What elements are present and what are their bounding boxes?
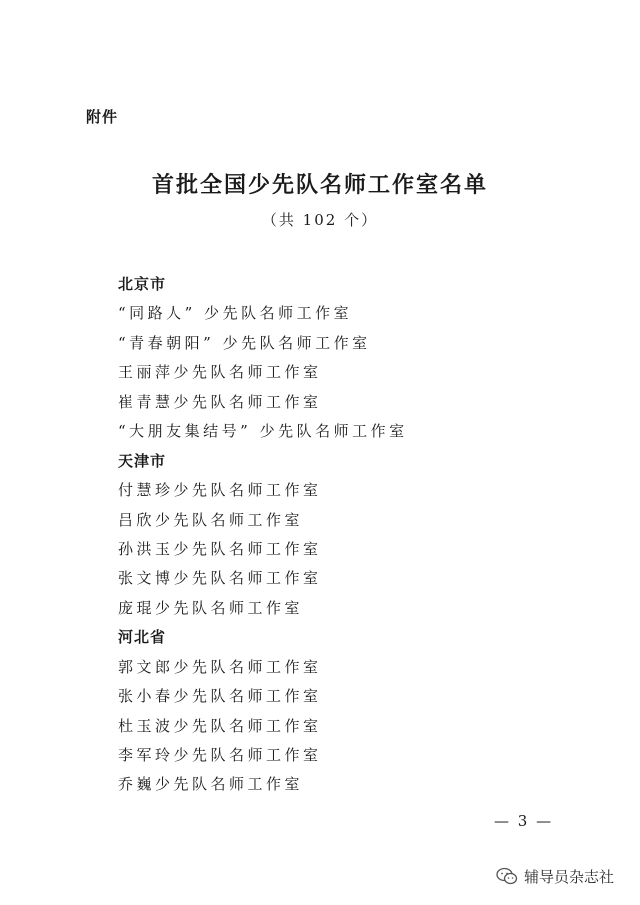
list-item: 庞琨少先队名师工作室 [118, 598, 304, 617]
province-heading: 北京市 [118, 275, 167, 293]
list-item: 崔青慧少先队名师工作室 [118, 392, 322, 411]
page-subtitle: （共 102 个） [261, 211, 379, 229]
list-item: 乔巍少先队名师工作室 [118, 775, 304, 794]
page-title: 首批全国少先队名师工作室名单 [151, 172, 488, 198]
list-item: 张文博少先队名师工作室 [118, 569, 322, 588]
attachment-label: 附件 [86, 108, 119, 126]
list-item: “青春朝阳” 少先队名师工作室 [118, 333, 371, 352]
list-item: 杜玉波少先队名师工作室 [118, 716, 322, 735]
watermark [496, 866, 614, 887]
wechat-icon [496, 867, 518, 886]
list-item: 郭文郎少先队名师工作室 [118, 657, 322, 676]
studio-list [118, 270, 408, 800]
list-item: 王丽萍少先队名师工作室 [118, 363, 322, 382]
list-item: 张小春少先队名师工作室 [118, 687, 322, 706]
province-heading: 河北省 [118, 628, 167, 647]
province-heading: 天津市 [118, 451, 167, 470]
list-item: 吕欣少先队名师工作室 [118, 510, 304, 529]
watermark-text: 辅导员杂志社 [524, 868, 615, 886]
list-item: 孙洪玉少先队名师工作室 [118, 539, 322, 558]
list-item: “同路人” 少先队名师工作室 [118, 304, 353, 323]
list-item: “大朋友集结号” 少先队名师工作室 [118, 422, 408, 441]
list-item: 李军玲少先队名师工作室 [118, 746, 322, 764]
page-number: — 3 — [494, 812, 554, 830]
list-item: 付慧珍少先队名师工作室 [118, 481, 322, 500]
